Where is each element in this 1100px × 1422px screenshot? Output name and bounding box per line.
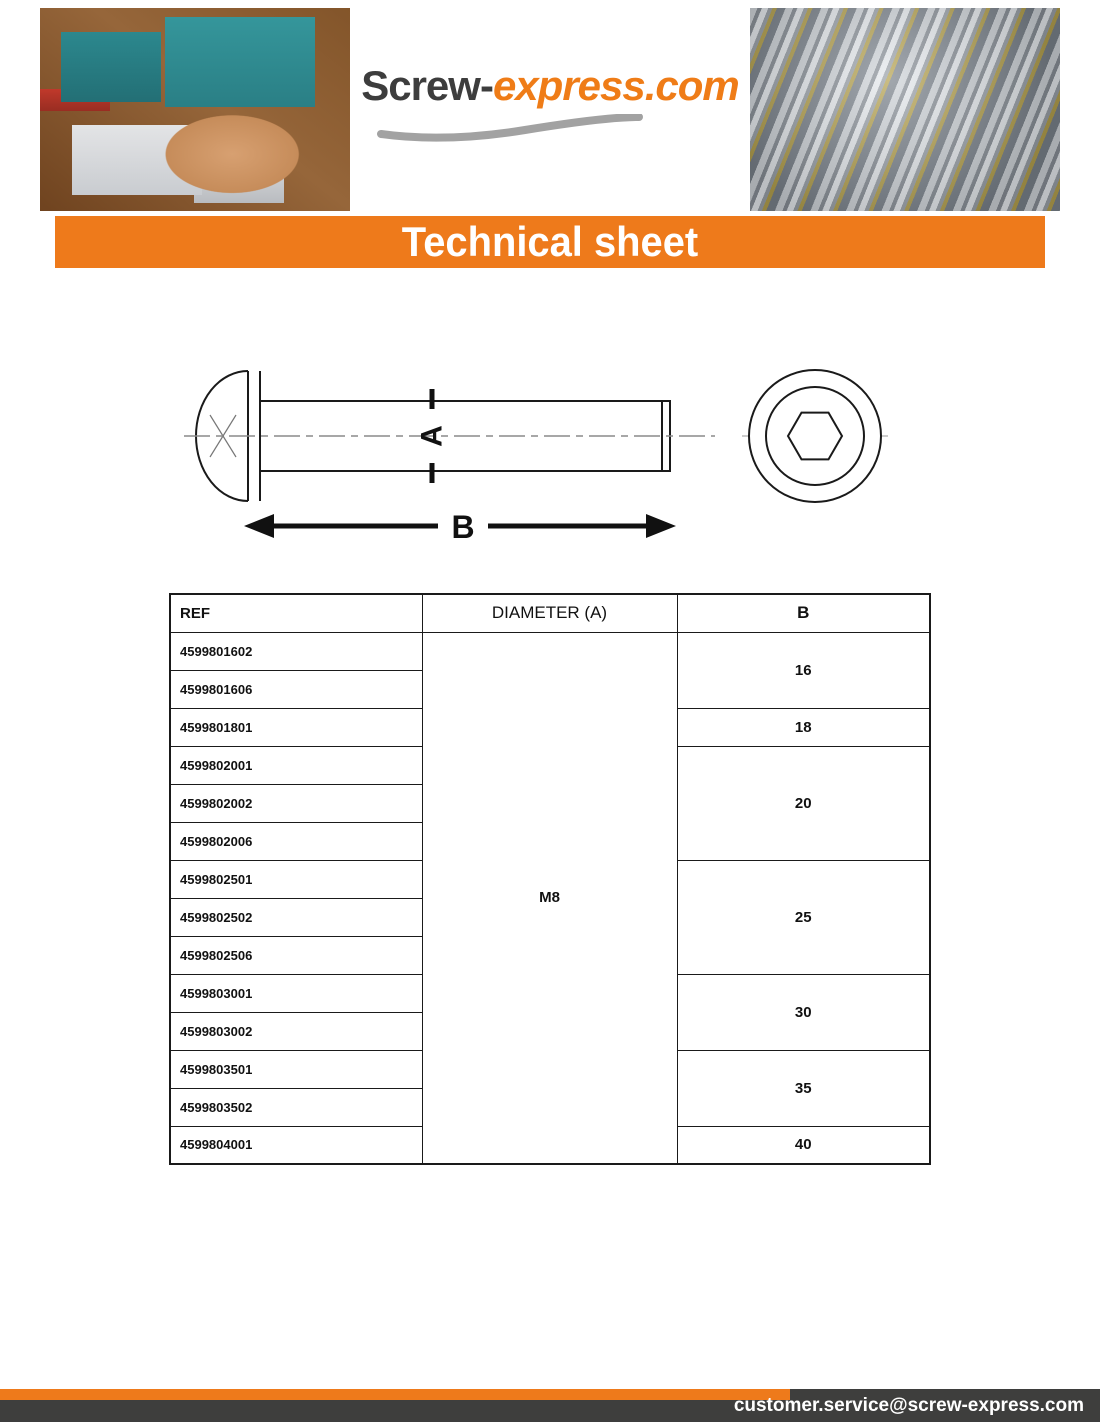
dimension-b [244,509,676,545]
ref-cell: 4599802502 [170,898,422,936]
spec-table-header [170,594,930,632]
header-photo-screws [750,8,1060,211]
ref-cell: 4599802506 [170,936,422,974]
footer-email: customer.service@screw-express.com [733,1395,1084,1416]
logo [350,0,750,142]
footer-accent-bar [0,1389,790,1400]
ref-cell: 4599803001 [170,974,422,1012]
b-value-cell: 16 [677,632,930,708]
header-photo-workbench [40,8,350,211]
banner [55,216,1045,268]
technical-drawing-area [170,363,930,563]
spec-table [169,593,931,1165]
technical-drawing [170,363,930,558]
ref-cell: 4599802006 [170,822,422,860]
ref-cell: 4599802001 [170,746,422,784]
ref-cell: 4599804001 [170,1126,422,1164]
b-value-cell: 35 [677,1050,930,1126]
logo-text [361,62,739,110]
ref-cell: 4599801801 [170,708,422,746]
logo-swoosh [375,114,645,142]
b-value-cell: 30 [677,974,930,1050]
header-row [170,594,930,632]
spec-table-body [170,632,930,1164]
ref-cell: 4599801606 [170,670,422,708]
page-title: Technical sheet [401,218,699,265]
logo-text-screw: Screw- [361,62,493,109]
ref-cell: 4599803502 [170,1088,422,1126]
ref-cell: 4599803002 [170,1012,422,1050]
table-row [170,632,930,670]
dimension-a-label: A [415,425,449,447]
screw-side-view [184,371,715,501]
b-value-cell: 20 [677,746,930,860]
ref-cell: 4599803501 [170,1050,422,1088]
column-header-ref: REF [170,594,422,632]
header [0,0,1100,212]
ref-cell: 4599802501 [170,860,422,898]
diameter-cell: M8 [422,632,677,1164]
b-value-cell: 18 [677,708,930,746]
b-value-cell: 25 [677,860,930,974]
screw-front-view [742,370,888,502]
footer [0,1389,1100,1422]
ref-cell: 4599801602 [170,632,422,670]
ref-cell: 4599802002 [170,784,422,822]
b-value-cell: 40 [677,1126,930,1164]
column-header-diameter: DIAMETER (A) [422,594,677,632]
logo-text-express: express.com [492,62,739,109]
dimension-b-label: B [451,509,475,545]
column-header-b: B [677,594,930,632]
